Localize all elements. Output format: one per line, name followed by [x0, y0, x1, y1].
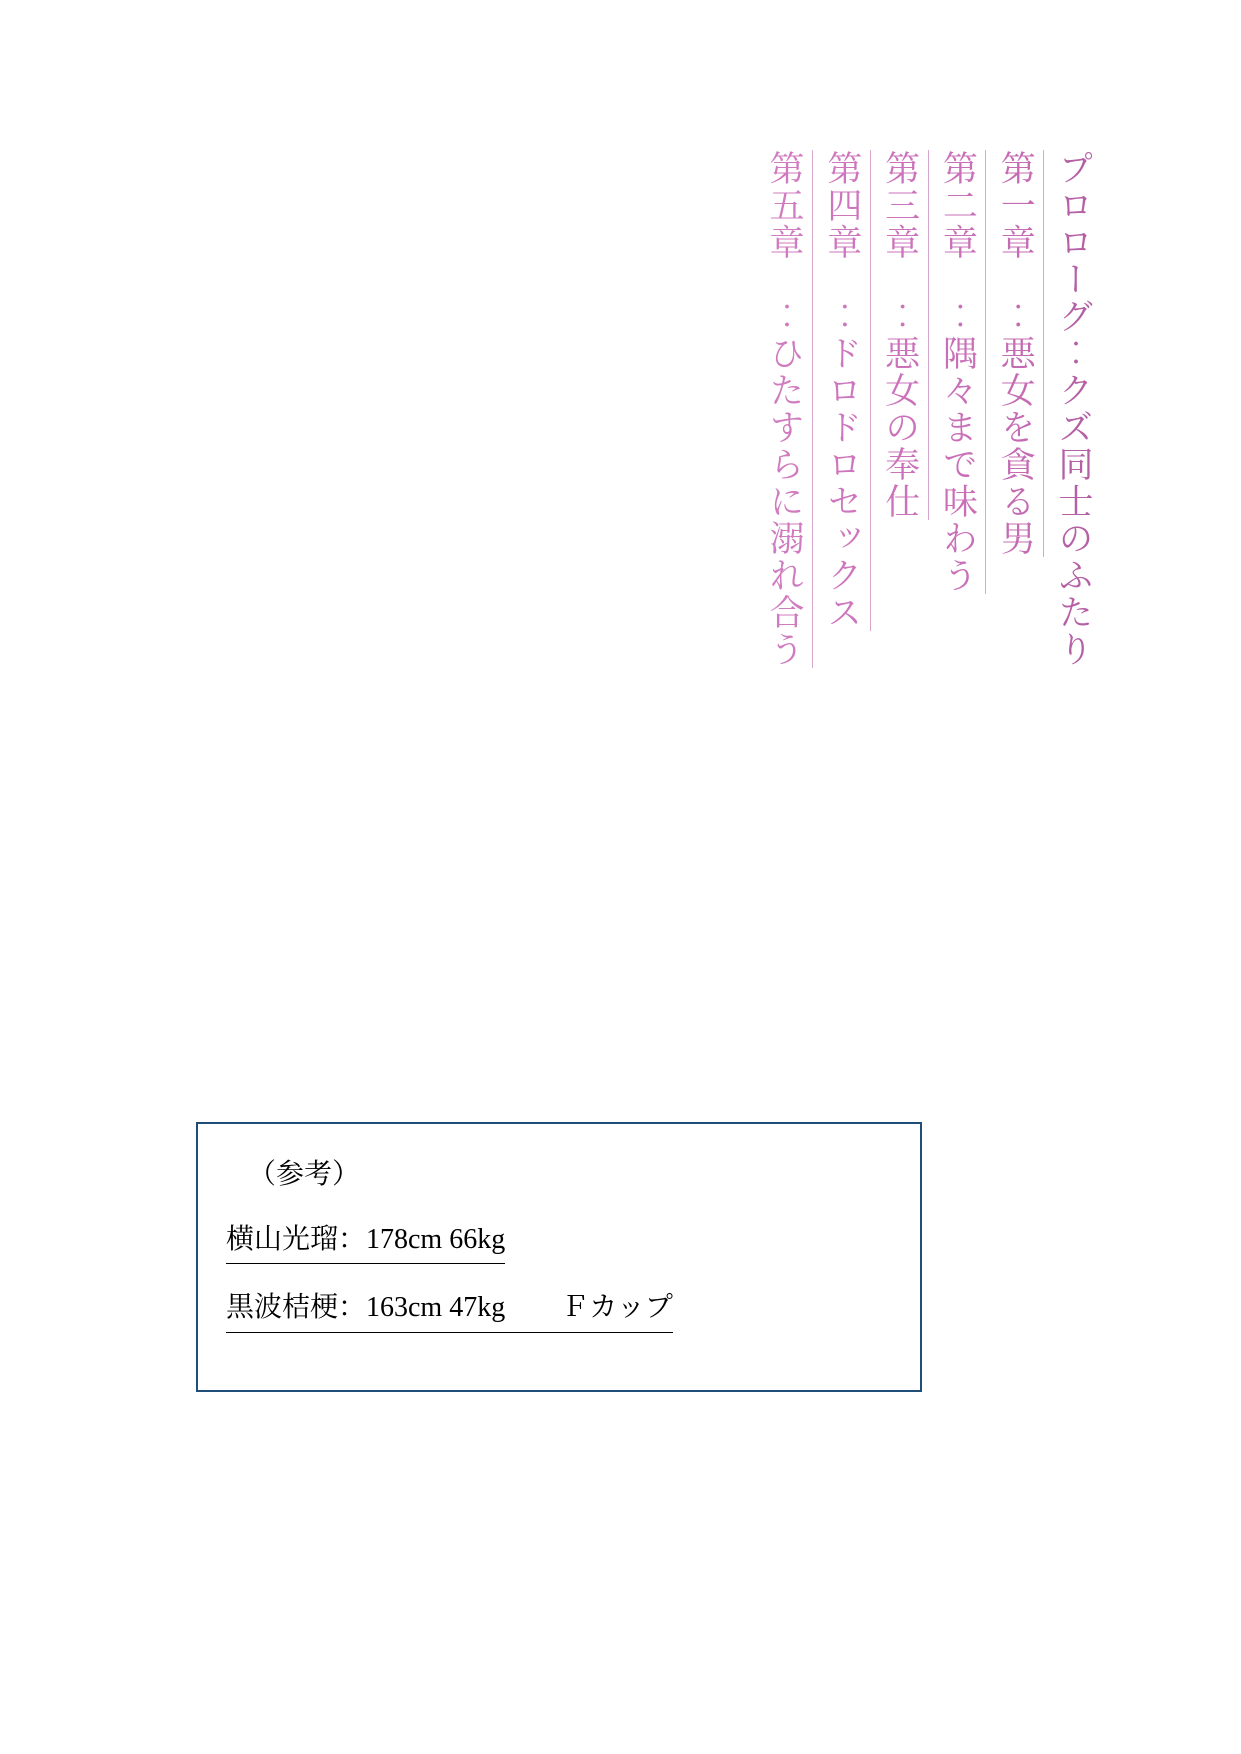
toc-entry-chapter-5: 第五章 ‥ひたすらに溺れ合う [755, 150, 813, 668]
toc-entry-chapter-4: 第四章 ‥ドロドロセックス [813, 150, 871, 631]
reference-box [196, 1122, 922, 1392]
reference-line-1 [226, 1218, 892, 1264]
toc-entry-chapter-2: 第二章 ‥隅々まで味わう [929, 150, 987, 594]
reference-line-2-text: 黒波桔梗：163cm 47kg Ｆカップ [226, 1286, 673, 1332]
table-of-contents [755, 150, 1101, 668]
reference-title: （参考） [248, 1159, 361, 1190]
toc-entry-chapter-3: 第三章 ‥悪女の奉仕 [871, 150, 929, 520]
reference-line-2 [226, 1286, 892, 1332]
toc-entry-prologue: プロローグ‥クズ同士のふたり [1054, 150, 1093, 668]
toc-entry-chapter-1: 第一章 ‥悪女を貪る男 [986, 150, 1044, 557]
reference-line-1-text: 横山光瑠：178cm 66kg [226, 1218, 505, 1264]
